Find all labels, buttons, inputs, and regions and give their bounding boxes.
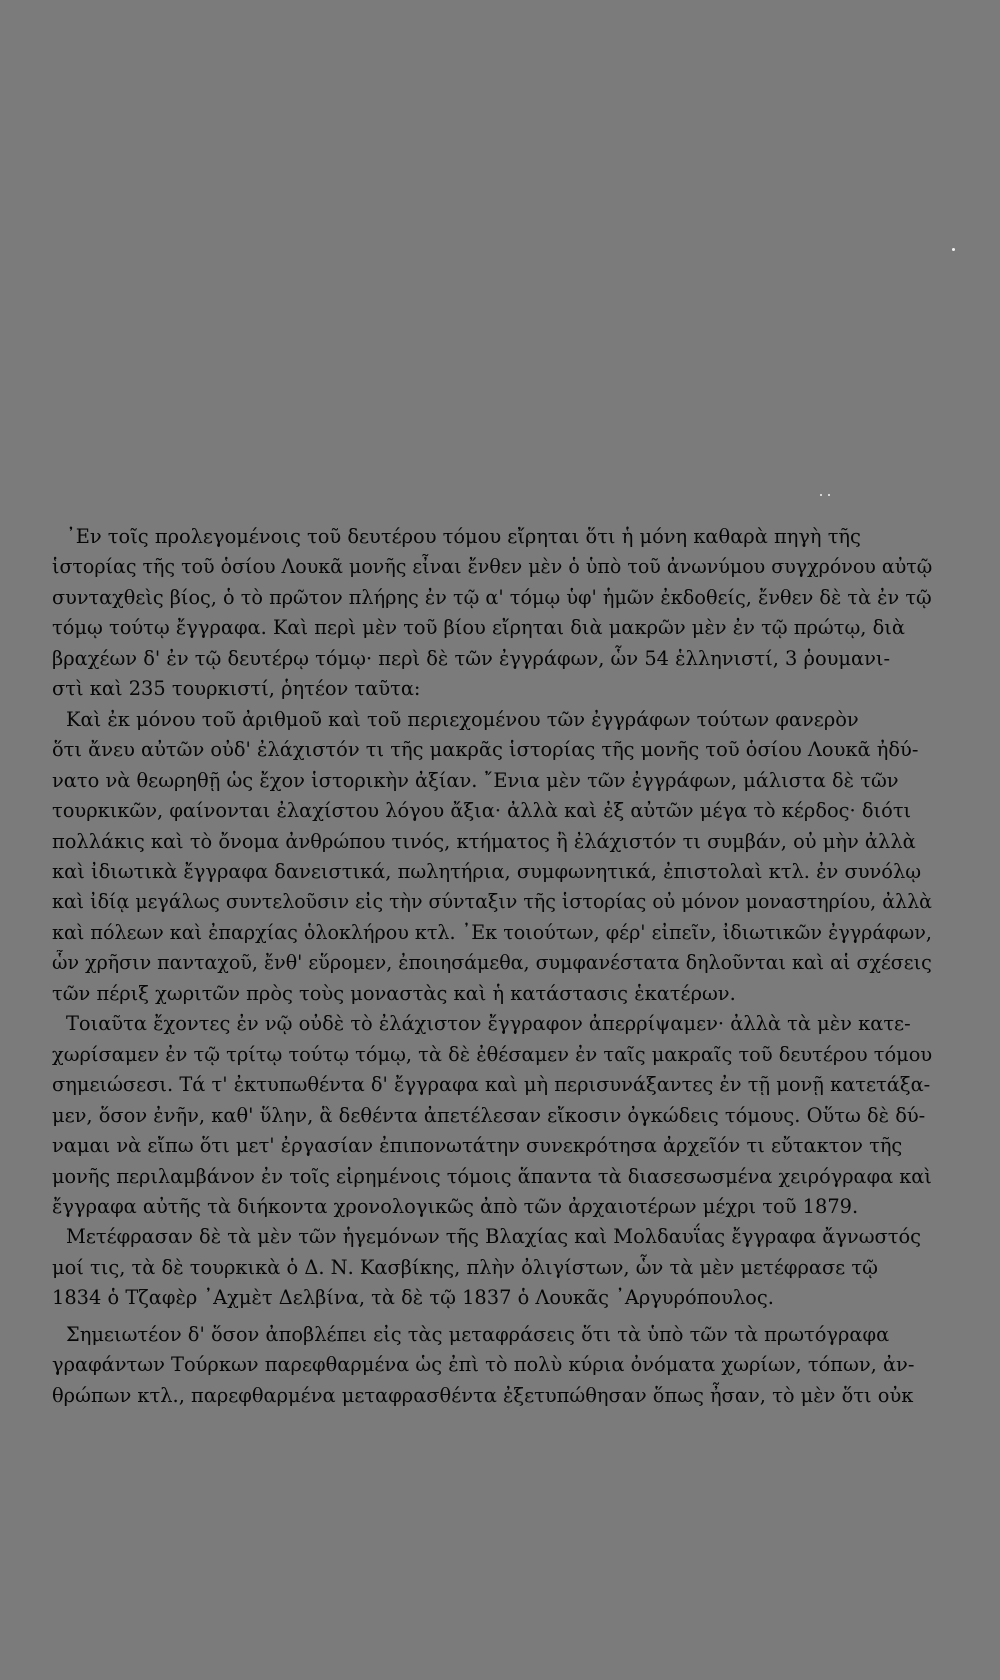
text-line: μονῆς περιλαμβάνον ἐν τοῖς εἰρημένοις τόμοις ἅπαντα τὰ διασεσωσμένα χειρόγραφα καὶ: [52, 1164, 932, 1188]
text-line: 1834 ὁ Τζαφὲρ ᾿Αχμὲτ Δελβίνα, τὰ δὲ τῷ 1837 ὁ Λουκᾶς ᾿Αργυρόπουλος.: [52, 1286, 774, 1310]
text-line: ναμαι νὰ εἴπω ὅτι μετ' ἐργασίαν ἐπιπονωτάτην συνεκρότησα ἀρχεῖόν τι εὔτακτον τῆς: [52, 1134, 903, 1158]
text-line: τουρκικῶν, φαίνονται ἐλαχίστου λόγου ἄξια· ἀλλὰ καὶ ἐξ αὐτῶν μέγα τὸ κέρδος· διότι: [52, 799, 912, 823]
text-line: Καὶ ἐκ μόνου τοῦ ἀριθμοῦ καὶ τοῦ περιεχομένου τῶν ἐγγράφων τούτων φανερὸν: [66, 707, 859, 731]
text-line: σημειώσεσι. Τά τ' ἐκτυπωθέντα δ' ἔγγραφα καὶ μὴ περισυνάξαντες ἐν τῇ μονῇ κατετάξα-: [52, 1073, 931, 1097]
text-line: ἔγγραφα αὐτῆς τὰ διήκοντα χρονολογικῶς ἀπὸ τῶν ἀρχαιοτέρων μέχρι τοῦ 1879.: [52, 1194, 859, 1218]
text-line: Τοιαῦτα ἔχοντες ἐν νῷ οὐδὲ τὸ ἐλάχιστον ἔγγραφον ἀπερρίψαμεν· ἀλλὰ τὰ μὲν κατε-: [66, 1012, 911, 1036]
text-line: Σημειωτέον δ' ὅσον ἀποβλέπει εἰς τὰς μεταφράσεις ὅτι τὰ ὑπὸ τῶν τὰ πρωτόγραφα: [66, 1322, 890, 1346]
text-line: Μετέφρασαν δὲ τὰ μὲν τῶν ἡγεμόνων τῆς Βλαχίας καὶ Μολδαυΐας ἔγγραφα ἄγνωστός: [66, 1225, 922, 1249]
text-line: καὶ πόλεων καὶ ἐπαρχίας ὁλοκλήρου κτλ. ᾿Εκ τοιούτων, φέρ' εἰπεῖν, ἰδιωτικῶν ἐγγράφων,: [52, 920, 932, 944]
text-line: συνταχθεὶς βίος, ὁ τὸ πρῶτον πλήρης ἐν τῷ α' τόμῳ ὑφ' ἡμῶν ἐκδοθείς, ἔνθεν δὲ τὰ ἐν τῷ: [52, 585, 932, 609]
text-line: μοί τις, τὰ δὲ τουρκικὰ ὁ Δ. Ν. Κασβίκης, πλὴν ὀλιγίστων, ὧν τὰ μὲν μετέφρασε τῷ: [52, 1255, 878, 1279]
scan-speck: [828, 494, 830, 496]
body-text: [52, 522, 932, 1411]
text-line: τῶν πέριξ χωριτῶν πρὸς τοὺς μοναστὰς καὶ ἡ κατάστασις ἑκατέρων.: [52, 981, 736, 1005]
text-line: ἱστορίας τῆς τοῦ ὁσίου Λουκᾶ μονῆς εἶναι ἔνθεν μὲν ὁ ὑπὸ τοῦ ἀνωνύμου συγχρόνου αὐτῷ: [52, 555, 933, 579]
text-line: ὧν χρῆσιν πανταχοῦ, ἔνθ' εὕρομεν, ἐποιησάμεθα, συμφανέστατα δηλοῦνται καὶ αἱ σχέσεις: [52, 951, 932, 975]
text-line: πολλάκις καὶ τὸ ὄνομα ἀνθρώπου τινός, κτήματος ἢ ἐλάχιστόν τι συμβάν, οὐ μὴν ἀλλὰ: [52, 829, 916, 853]
text-line: καὶ ἰδίᾳ μεγάλως συντελοῦσιν εἰς τὴν σύνταξιν τῆς ἱστορίας οὐ μόνον μοναστηρίου, ἀλλὰ: [52, 890, 932, 914]
text-line: τόμῳ τούτῳ ἔγγραφα. Καὶ περὶ μὲν τοῦ βίου εἴρηται διὰ μακρῶν μὲν ἐν τῷ πρώτῳ, διὰ: [52, 616, 905, 640]
text-line: καὶ ἰδιωτικὰ ἔγγραφα δανειστικά, πωλητήρια, συμφωνητικά, ἐπιστολαὶ κτλ. ἐν συνόλῳ: [52, 859, 922, 883]
text-line: ᾿Εν τοῖς προλεγομένοις τοῦ δευτέρου τόμου εἴρηται ὅτι ἡ μόνη καθαρὰ πηγὴ τῆς: [66, 525, 861, 548]
text-line: στὶ καὶ 235 τουρκιστί, ῥητέον ταῦτα:: [52, 677, 421, 701]
text-line: βραχέων δ' ἐν τῷ δευτέρῳ τόμῳ· περὶ δὲ τῶν ἐγγράφων, ὧν 54 ἑλληνιστί, 3 ῥουμανι-: [52, 646, 891, 670]
text-line: γραφάντων Τούρκων παρεφθαρμένα ὡς ἐπὶ τὸ πολὺ κύρια ὀνόματα χωρίων, τόπων, ἀν-: [52, 1353, 915, 1377]
text-line: νατο νὰ θεωρηθῇ ὡς ἔχον ἱστορικὴν ἀξίαν. ῎Ενια μὲν τῶν ἐγγράφων, μάλιστα δὲ τῶν: [52, 768, 899, 792]
scan-speck: [952, 248, 955, 251]
text-line: χωρίσαμεν ἐν τῷ τρίτῳ τούτῳ τόμῳ, τὰ δὲ ἐθέσαμεν ἐν ταῖς μακραῖς τοῦ δευτέρου τόμου: [52, 1042, 933, 1066]
text-line: θρώπων κτλ., παρεφθαρμένα μεταφρασθέντα ἐξετυπώθησαν ὅπως ἦσαν, τὸ μὲν ὅτι οὐκ: [52, 1383, 914, 1407]
text-line: μεν, ὅσον ἐνῆν, καθ' ὕλην, ἃ δεθέντα ἀπετέλεσαν εἴκοσιν ὀγκώδεις τόμους. Οὕτω δὲ δύ-: [52, 1103, 926, 1127]
scan-speck: [820, 494, 822, 496]
text-line: ὅτι ἄνευ αὐτῶν οὐδ' ἐλάχιστόν τι τῆς μακρᾶς ἱστορίας τῆς μονῆς τοῦ ὁσίου Λουκᾶ ἠδύ-: [52, 738, 919, 762]
